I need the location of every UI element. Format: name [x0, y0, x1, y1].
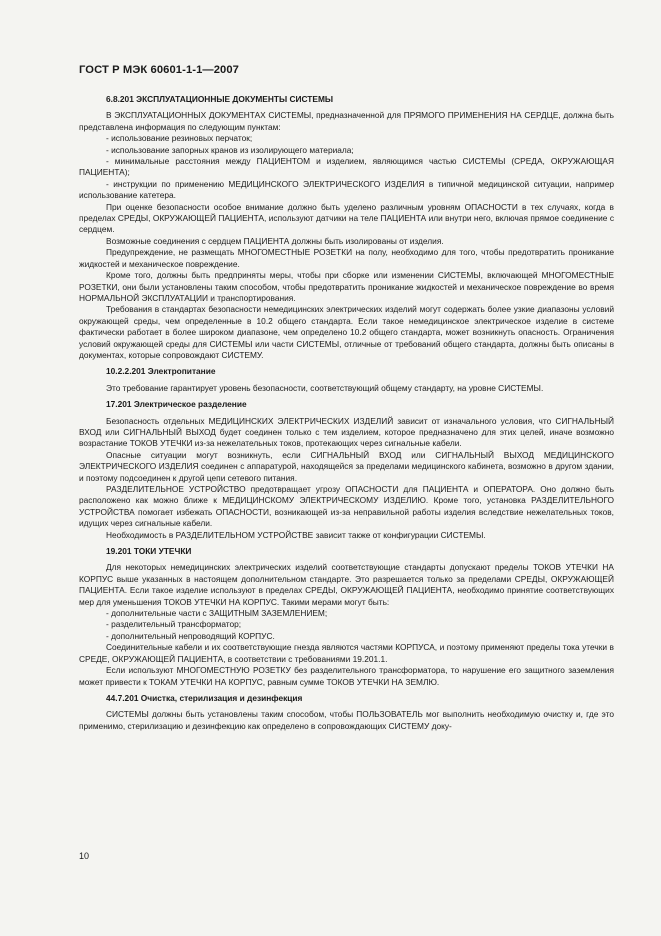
paragraph: Возможные соединения с сердцем ПАЦИЕНТА должны быть изолированы от изделия.: [106, 235, 444, 246]
paragraph: Соединительные кабели и их соответствующие гнезда являются частями КОРПУСА, и поэтому применяют пределы тока утечки в СРЕДЕ, ОКРУЖАЮЩЕЙ ПАЦИЕНТА, в соответствии с требованиями 19.201.1.: [79, 642, 614, 664]
section-heading: 10.2.2.201 Электропитание: [106, 366, 216, 377]
list-item: - дополнительный непроводящий КОРПУС.: [106, 630, 275, 641]
paragraph: Безопасность отдельных МЕДИЦИНСКИХ ЭЛЕКТРИЧЕСКИХ ИЗДЕЛИЙ зависит от изначального условия, что СИГНАЛЬНЫЙ ВХОД или СИГНАЛЬНЫЙ ВЫХОД будет соединен только с тем изделием, которое предназначено для этих целей, иначе возможно возрастание ТОКОВ УТЕЧКИ из-за нежелательных токов, протекающих через сигнальные кабели.: [79, 415, 614, 449]
section-heading: 17.201 Электрическое разделение: [106, 399, 247, 410]
list-item: - использование резиновых перчаток;: [106, 133, 253, 144]
paragraph: Для некоторых немедицинских электрических изделий соответствующие стандарты допускают пределы ТОКОВ УТЕЧКИ НА КОРПУС выше указанных в настоящем дополнительном стандарте. Это разрешается только за пределами СРЕДЫ, ОКРУЖАЮЩЕЙ ПАЦИЕНТА. Если такое изделие используют в пределах СРЕДЫ, ОКРУЖАЮЩЕЙ ПАЦИЕНТА, необходимо принятие соответствующих мер для уменьшения ТОКОВ УТЕЧКИ НА КОРПУС. Такими мерами могут быть:: [79, 562, 614, 607]
list-item: - использование запорных кранов из изолирующего материала;: [106, 144, 354, 155]
paragraph: Предупреждение, не размещать МНОГОМЕСТНЫЕ РОЗЕТКИ на полу, необходимо для того, чтобы предотвратить проникание жидкостей и механическое повреждение.: [79, 247, 614, 269]
document-body: [79, 94, 614, 732]
list-item: - минимальные расстояния между ПАЦИЕНТОМ и изделием, являющимся частью СИСТЕМЫ (СРЕДА, ОКРУЖАЮЩАЯ ПАЦИЕНТА);: [79, 156, 614, 178]
paragraph: Кроме того, должны быть предприняты меры, чтобы при сборке или изменении СИСТЕМЫ, включающей МНОГОМЕСТНЫЕ РОЗЕТКИ, они были установлены таким способом, чтобы предотвратить проникание жидкостей и механическое повреждение во время НОРМАЛЬНОЙ ЭКСПЛУАТАЦИИ и транспортирования.: [79, 270, 614, 303]
section-heading: 6.8.201 ЭКСПЛУАТАЦИОННЫЕ ДОКУМЕНТЫ СИСТЕМЫ: [106, 94, 334, 104]
section-heading: 19.201 ТОКИ УТЕЧКИ: [106, 546, 192, 557]
document-header: ГОСТ Р МЭК 60601-1-1—2007: [79, 64, 240, 76]
paragraph: В ЭКСПЛУАТАЦИОННЫХ ДОКУМЕНТАХ СИСТЕМЫ, предназначенной для ПРЯМОГО ПРИМЕНЕНИЯ НА СЕРДЦЕ, должна быть представлена информация по следующим пунктам:: [79, 110, 614, 132]
paragraph: Требования в стандартах безопасности немедицинских электрических изделий могут содержать более узкие диапазоны условий окружающей среды, чем определенные в 10.2 общего стандарта. Если такое немедицинское электрическое изделие в системе фактически работает в более широком диапазоне, чем определено 10.2 общего стандарта, может возникнуть опасность. Ограничения условий окружающей среды для СИСТЕМЫ или части СИСТЕМЫ, отличные от требований общего стандарта, должны быть описаны в документах, которые сопровождают СИСТЕМУ.: [79, 304, 614, 360]
paragraph: Если используют МНОГОМЕСТНУЮ РОЗЕТКУ без разделительного трансформатора, то нарушение его защитного заземления может привести к ТОКАМ УТЕЧКИ НА КОРПУС, равным сумме ТОКОВ УТЕЧКИ НА ЗЕМЛЮ.: [79, 665, 614, 687]
paragraph: Необходимость в РАЗДЕЛИТЕЛЬНОМ УСТРОЙСТВЕ зависит также от конфигурации СИСТЕМЫ.: [106, 529, 486, 540]
paragraph: Это требование гарантирует уровень безопасности, соответствующий общему стандарту, на уровне СИСТЕМЫ.: [106, 382, 544, 393]
section-heading: 44.7.201 Очистка, стерилизация и дезинфекция: [106, 692, 303, 703]
list-item: - дополнительные части с ЗАЩИТНЫМ ЗАЗЕМЛЕНИЕМ;: [106, 608, 328, 619]
page-number: 10: [79, 851, 90, 861]
list-item: - разделительный трансформатор;: [106, 619, 242, 630]
paragraph: СИСТЕМЫ должны быть установлены таким способом, чтобы ПОЛЬЗОВАТЕЛЬ мог выполнить необходимую очистку и, где это применимо, стерилизацию и дезинфекцию как определено в сопровождающих СИСТЕМУ доку-: [79, 709, 614, 731]
paragraph: РАЗДЕЛИТЕЛЬНОЕ УСТРОЙСТВО предотвращает угрозу ОПАСНОСТИ для ПАЦИЕНТА и ОПЕРАТОРА. Оно должно быть расположено как можно ближе к МЕДИЦИНСКОМУ ЭЛЕКТРИЧЕСКОМУ ИЗДЕЛИЮ. Кроме того, установка РАЗДЕЛИТЕЛЬНОГО УСТРОЙСТВА помогает избежать ОПАСНОСТИ, возникающей из-за неправильной работы изделия вследствие нежелательных токов, идущих через сигнальные кабели.: [79, 484, 614, 529]
paragraph: Опасные ситуации могут возникнуть, если СИГНАЛЬНЫЙ ВХОД или СИГНАЛЬНЫЙ ВЫХОД МЕДИЦИНСКОГО ЭЛЕКТРИЧЕСКОГО ИЗДЕЛИЯ соединен с аппаратурой, находящейся за пределами медицинского кабинета, возможно в другом здании, и поэтому подсоединен к другой цепи сетевого питания.: [79, 449, 614, 483]
list-item: - инструкции по применению МЕДИЦИНСКОГО ЭЛЕКТРИЧЕСКОГО ИЗДЕЛИЯ в типичной медицинской ситуации, например использование катетера.: [79, 178, 614, 201]
paragraph: При оценке безопасности особое внимание должно быть уделено различным уровням ОПАСНОСТИ в тех случаях, когда в пределах СРЕДЫ, ОКРУЖАЮЩЕЙ ПАЦИЕНТА, используют датчики на теле ПАЦИЕНТА или внутри него, включая прямое соединение с сердцем.: [79, 201, 614, 235]
